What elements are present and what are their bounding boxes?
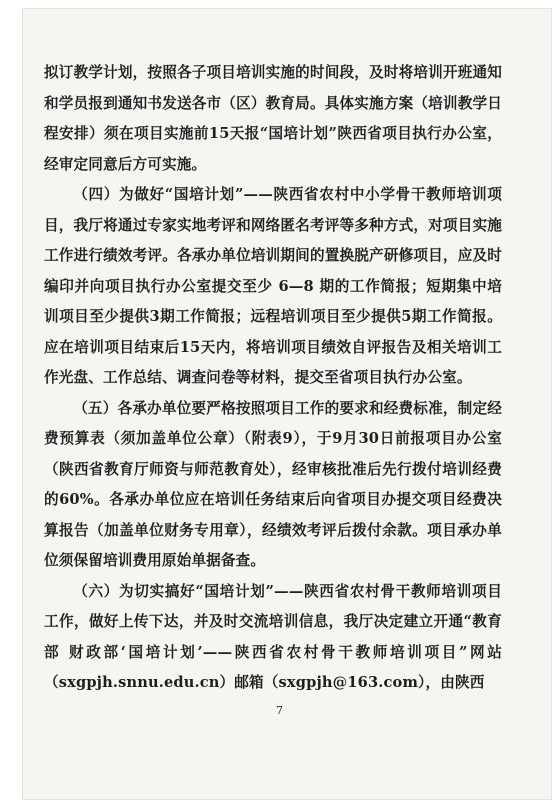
page-number: 7 (276, 704, 283, 717)
document-body (44, 58, 502, 699)
paragraph-item-6: （六）为切实搞好“国培计划”——陕西省农村骨干教师培训项目工作，做好上传下达，并及时交流培训信息，我厅决定建立开通“教育部 财政部‘国培计划’——陕西省农村骨干教师培训项目”网站（sxgpjh.snnu.edu.cn）邮箱（sxgpjh@163.com），由陕西 (44, 582, 502, 691)
paragraph-item-4: （四）为做好“国培计划”——陕西省农村中小学骨干教师培训项目，我厅将通过专家实地考评和网络匿名考评等多种方式，对项目实施工作进行绩效考评。各承办单位培训期间的置换脱产研修项目，应及时编印并向项目执行办公室提交至少 6—8 期的工作简报；短期集中培训项目至少提供3期工作简报；远程培训项目至少提供5期工作简报。应在培训项目结束后15天内，将培训项目绩效自评报告及相关培训工作光盘、工作总结、调查问卷等材料，提交至省项目执行办公室。 (44, 186, 502, 386)
paragraph-item-5: （五）各承办单位要严格按照项目工作的要求和经费标准，制定经费预算表（须加盖单位公章）（附表9），于9月30日前报项目办公室（陕西省教育厅师资与师范教育处），经审核批准后先行拨付培训经费的60%。各承办单位应在培训任务结束后向省项目办提交项目经费决算报告（加盖单位财务专用章），经绩效考评后拨付余款。项目承办单位须保留培训费用原始单据备查。 (44, 399, 502, 569)
paragraph-continuation: 拟订教学计划，按照各子项目培训实施的时间段，及时将培训开班通知和学员报到通知书发送各市（区）教育局。具体实施方案（培训教学日程安排）须在项目实施前15天报“国培计划”陕西省项目执行办公室，经审定同意后方可实施。 (44, 64, 502, 173)
